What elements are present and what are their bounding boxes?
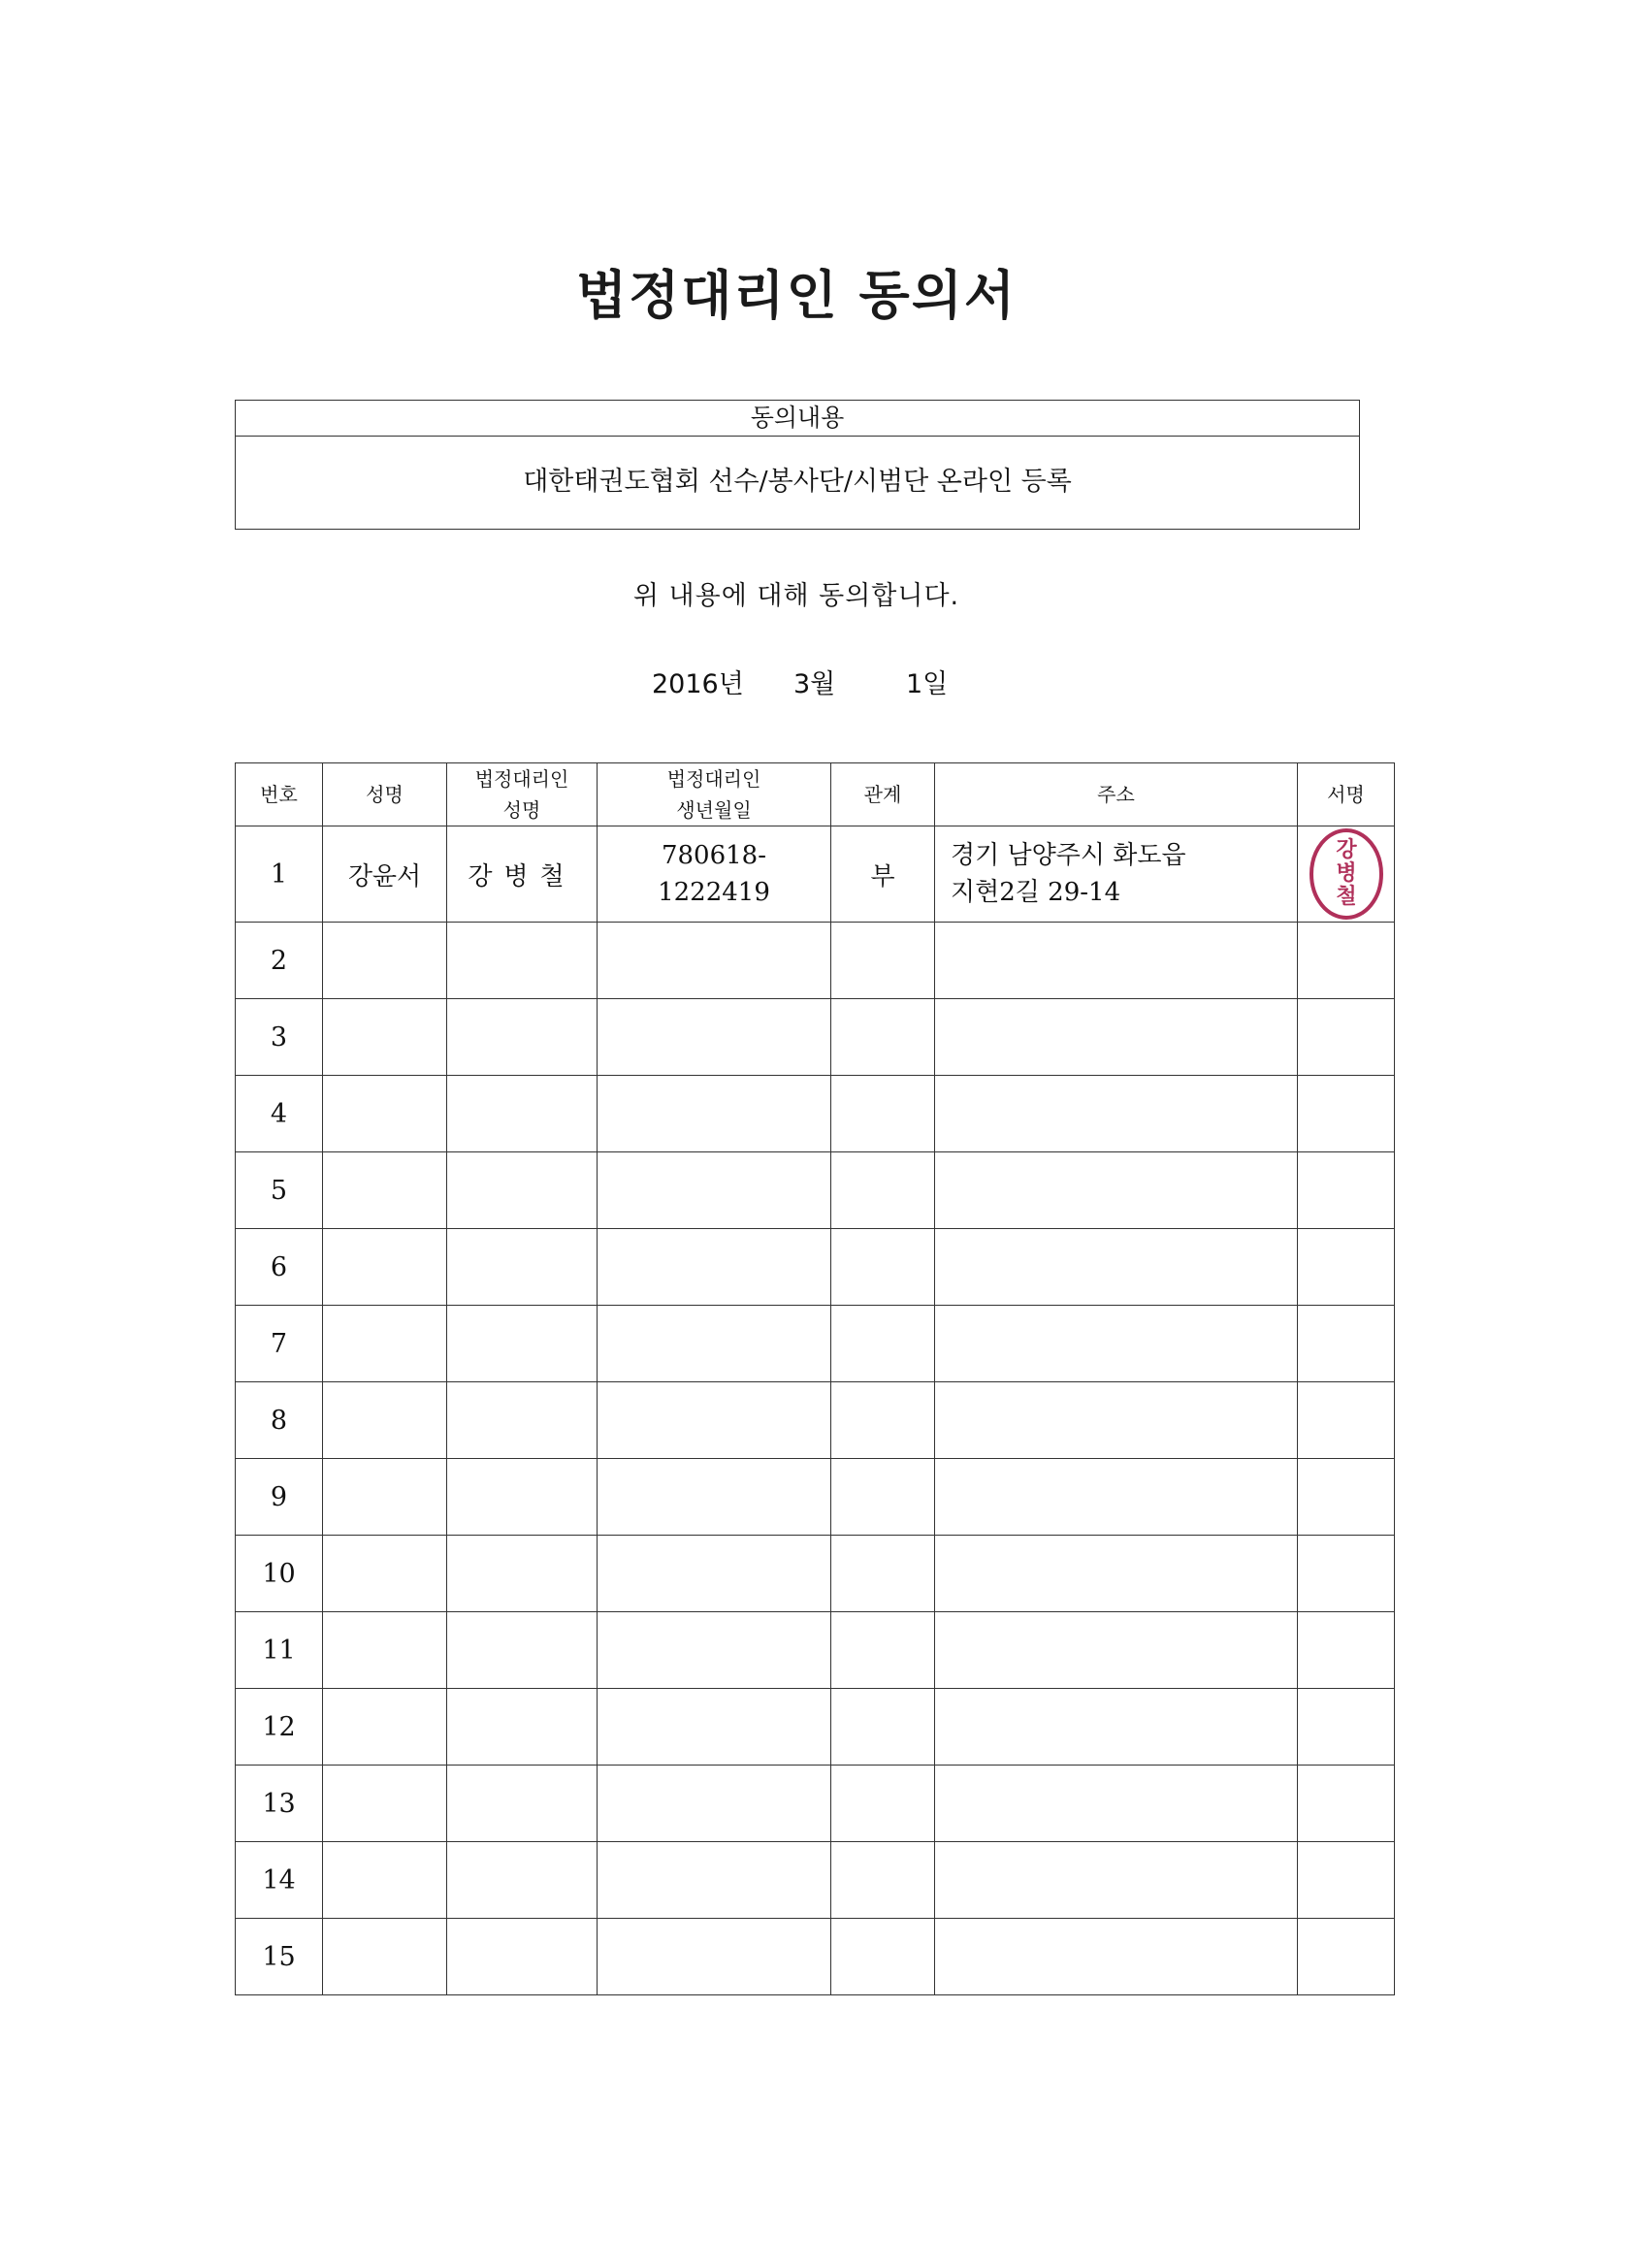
seal-char: 강 <box>1336 838 1356 862</box>
cell-rep-birth-line2: 1222419 <box>658 878 770 907</box>
header-relation: 관계 <box>831 763 935 826</box>
cell-rep-birth <box>598 1842 831 1919</box>
cell-name <box>323 923 447 999</box>
cell-rep-birth <box>598 1152 831 1229</box>
cell-relation <box>831 1382 935 1459</box>
header-name: 성명 <box>323 763 447 826</box>
seal-text <box>1307 826 1386 922</box>
cell-address <box>935 1919 1298 1995</box>
cell-rep-name <box>447 923 598 999</box>
table-row <box>236 1306 1395 1382</box>
registration-table <box>235 762 1395 1995</box>
cell-signature <box>1298 1919 1395 1995</box>
table-row <box>236 1459 1395 1536</box>
cell-name <box>323 1689 447 1766</box>
seal-char: 철 <box>1336 885 1356 909</box>
table-row <box>236 923 1395 999</box>
cell-address <box>935 999 1298 1076</box>
cell-signature <box>1298 1152 1395 1229</box>
table-row <box>236 1612 1395 1689</box>
cell-address <box>935 1076 1298 1152</box>
cell-signature <box>1298 999 1395 1076</box>
cell-rep-birth <box>598 1459 831 1536</box>
cell-signature <box>1298 1229 1395 1306</box>
header-rep-name <box>447 763 598 826</box>
date-line <box>652 663 948 700</box>
cell-address <box>935 1536 1298 1612</box>
cell-no: 4 <box>236 1076 323 1152</box>
cell-signature <box>1298 923 1395 999</box>
cell-rep-birth <box>598 1306 831 1382</box>
cell-rep-birth <box>598 1536 831 1612</box>
seal-char: 병 <box>1336 861 1356 886</box>
cell-rep-name <box>447 1459 598 1536</box>
cell-rep-name <box>447 999 598 1076</box>
cell-relation <box>831 999 935 1076</box>
date-month: 3월 <box>793 669 836 699</box>
table-row <box>236 1842 1395 1919</box>
cell-address <box>935 1229 1298 1306</box>
cell-no: 11 <box>236 1612 323 1689</box>
consent-box <box>235 400 1360 530</box>
cell-relation <box>831 1842 935 1919</box>
cell-signature <box>1298 826 1395 923</box>
table-row <box>236 1689 1395 1766</box>
cell-address <box>935 923 1298 999</box>
consent-box-header: 동의내용 <box>236 401 1359 437</box>
table-row <box>236 826 1395 923</box>
cell-relation <box>831 1152 935 1229</box>
cell-address <box>935 1459 1298 1536</box>
cell-relation <box>831 1689 935 1766</box>
cell-no: 14 <box>236 1842 323 1919</box>
header-rep-name-line1: 법정대리인 <box>474 767 569 791</box>
cell-rep-birth <box>598 1689 831 1766</box>
cell-signature <box>1298 1382 1395 1459</box>
table-header-row <box>236 763 1395 826</box>
header-no: 번호 <box>236 763 323 826</box>
table-row <box>236 1919 1395 1995</box>
cell-name <box>323 1766 447 1842</box>
document-title: 법정대리인 동의서 <box>575 264 1018 326</box>
cell-rep-birth <box>598 1382 831 1459</box>
header-rep-birth-line2: 생년월일 <box>676 798 752 822</box>
cell-relation <box>831 923 935 999</box>
cell-signature <box>1298 1766 1395 1842</box>
cell-rep-birth-line1: 780618- <box>661 841 767 870</box>
cell-relation: 부 <box>831 826 935 923</box>
table-row <box>236 1766 1395 1842</box>
cell-rep-name: 강병철 <box>447 826 598 923</box>
cell-relation <box>831 1536 935 1612</box>
cell-no: 7 <box>236 1306 323 1382</box>
cell-name <box>323 1229 447 1306</box>
cell-rep-birth <box>598 1076 831 1152</box>
header-address: 주소 <box>935 763 1298 826</box>
cell-relation <box>831 1076 935 1152</box>
date-year: 2016년 <box>652 669 744 699</box>
cell-rep-birth <box>598 1612 831 1689</box>
table-row <box>236 1229 1395 1306</box>
cell-rep-name <box>447 1919 598 1995</box>
cell-name <box>323 1612 447 1689</box>
cell-address <box>935 1152 1298 1229</box>
cell-rep-name <box>447 1382 598 1459</box>
signature-seal <box>1307 826 1386 922</box>
date-day: 1일 <box>906 669 949 699</box>
cell-no: 10 <box>236 1536 323 1612</box>
cell-signature <box>1298 1459 1395 1536</box>
cell-rep-name <box>447 1306 598 1382</box>
cell-relation <box>831 1919 935 1995</box>
cell-name <box>323 1842 447 1919</box>
table-row <box>236 1382 1395 1459</box>
cell-relation <box>831 1766 935 1842</box>
cell-no: 13 <box>236 1766 323 1842</box>
cell-relation <box>831 1306 935 1382</box>
cell-no: 3 <box>236 999 323 1076</box>
cell-address-line1: 경기 남양주시 화도읍 <box>951 841 1186 870</box>
header-rep-birth-line1: 법정대리인 <box>666 767 761 791</box>
cell-address <box>935 826 1298 923</box>
cell-address <box>935 1306 1298 1382</box>
cell-rep-birth <box>598 999 831 1076</box>
table-row <box>236 1536 1395 1612</box>
cell-name <box>323 1536 447 1612</box>
cell-name <box>323 1459 447 1536</box>
cell-signature <box>1298 1076 1395 1152</box>
cell-rep-name <box>447 1536 598 1612</box>
consent-box-content: 대한태권도협회 선수/봉사단/시범단 온라인 등록 <box>523 467 1072 497</box>
cell-name <box>323 1076 447 1152</box>
cell-address-line2: 지현2길 29-14 <box>951 878 1121 907</box>
cell-signature <box>1298 1306 1395 1382</box>
cell-signature <box>1298 1612 1395 1689</box>
cell-address <box>935 1842 1298 1919</box>
cell-relation <box>831 1459 935 1536</box>
cell-signature <box>1298 1842 1395 1919</box>
cell-no: 5 <box>236 1152 323 1229</box>
cell-name: 강윤서 <box>323 826 447 923</box>
cell-no: 6 <box>236 1229 323 1306</box>
cell-rep-name <box>447 1766 598 1842</box>
header-rep-birth <box>598 763 831 826</box>
table-row <box>236 1152 1395 1229</box>
cell-name <box>323 1152 447 1229</box>
cell-name <box>323 1382 447 1459</box>
cell-rep-name <box>447 1689 598 1766</box>
header-rep-name-line2: 성명 <box>502 798 541 822</box>
table-row <box>236 999 1395 1076</box>
header-signature: 서명 <box>1298 763 1395 826</box>
cell-rep-birth <box>598 826 831 923</box>
cell-no: 8 <box>236 1382 323 1459</box>
cell-rep-name <box>447 1229 598 1306</box>
cell-relation <box>831 1612 935 1689</box>
table-row <box>236 1076 1395 1152</box>
cell-no: 1 <box>236 826 323 923</box>
cell-rep-birth <box>598 1229 831 1306</box>
cell-no: 2 <box>236 923 323 999</box>
cell-address <box>935 1689 1298 1766</box>
cell-address <box>935 1382 1298 1459</box>
cell-rep-birth <box>598 923 831 999</box>
cell-rep-birth <box>598 1919 831 1995</box>
cell-name <box>323 999 447 1076</box>
cell-rep-birth <box>598 1766 831 1842</box>
cell-name <box>323 1919 447 1995</box>
cell-address <box>935 1612 1298 1689</box>
cell-rep-name <box>447 1612 598 1689</box>
cell-relation <box>831 1229 935 1306</box>
cell-no: 15 <box>236 1919 323 1995</box>
cell-address <box>935 1766 1298 1842</box>
cell-no: 12 <box>236 1689 323 1766</box>
cell-no: 9 <box>236 1459 323 1536</box>
cell-signature <box>1298 1536 1395 1612</box>
agreement-statement: 위 내용에 대해 동의합니다. <box>632 581 960 611</box>
cell-rep-name <box>447 1152 598 1229</box>
cell-signature <box>1298 1689 1395 1766</box>
cell-name <box>323 1306 447 1382</box>
cell-rep-name <box>447 1076 598 1152</box>
cell-rep-name <box>447 1842 598 1919</box>
